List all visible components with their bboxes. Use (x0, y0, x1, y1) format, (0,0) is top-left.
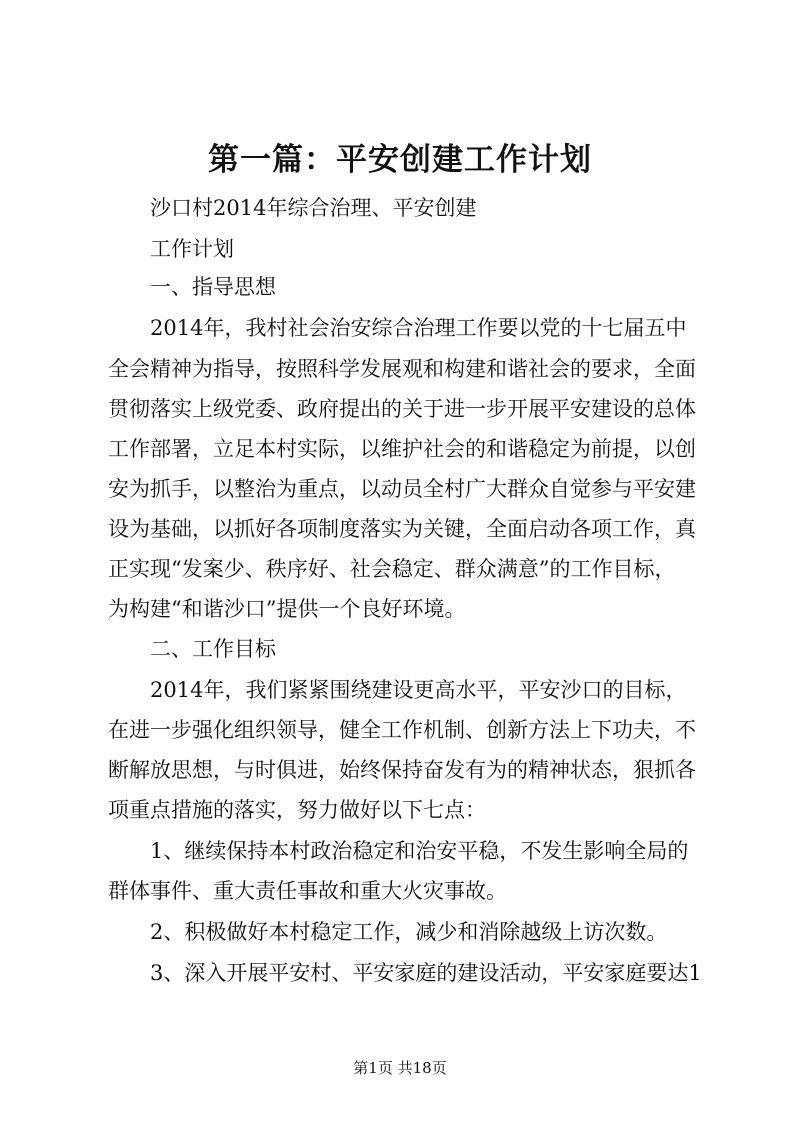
page-number-footer: 第1页 共18页 (353, 1059, 447, 1077)
paragraph-line: 设为基础，以抓好各项制度落实为关键，全面启动各项工作，真 (108, 517, 696, 541)
paragraph-line: 安为抓手，以整治为重点，以动员全村广大群众自觉参与平安建 (108, 477, 696, 501)
paragraph-line: 正实现“发案少、秩序好、社会稳定、群众满意”的工作目标， (108, 557, 676, 581)
paragraph-line: 为构建“和谐沙口”提供一个良好环境。 (108, 597, 466, 621)
list-item: 2、积极做好本村稳定工作，减少和消除越级上访次数。 (150, 920, 668, 944)
list-item-continuation: 群体事件、重大责任事故和重大火灾事故。 (108, 879, 507, 903)
paragraph-line: 2014年，我们紧紧围绕建设更高水平，平安沙口的目标， (150, 678, 687, 702)
document-title: 第一篇：平安创建工作计划 (208, 142, 592, 178)
section-heading-1: 一、指导思想 (150, 275, 276, 299)
subtitle-line: 沙口村2014年综合治理、平安创建 (150, 196, 477, 220)
paragraph-line: 贯彻落实上级党委、政府提出的关于进一步开展平安建设的总体 (108, 397, 696, 421)
paragraph-line: 断解放思想，与时俱进，始终保持奋发有为的精神状态，狠抓各 (108, 758, 696, 782)
paragraph-line: 2014年，我村社会治安综合治理工作要以党的十七届五中 (150, 316, 687, 340)
paragraph-line: 项重点措施的落实，努力做好以下七点： (108, 798, 486, 822)
paragraph-line: 全会精神为指导，按照科学发展观和构建和谐社会的要求，全面 (108, 357, 696, 381)
list-item: 3、深入开展平安村、平安家庭的建设活动，平安家庭要达1 (150, 961, 702, 985)
paragraph-line: 在进一步强化组织领导，健全工作机制、创新方法上下功夫，不 (108, 718, 696, 742)
paragraph-line: 工作部署，立足本村实际，以维护社会的和谐稳定为前提，以创 (108, 437, 696, 461)
section-heading-2: 二、工作目标 (150, 637, 276, 661)
list-item: 1、继续保持本村政治稳定和治安平稳，不发生影响全局的 (150, 839, 689, 863)
subtitle-line-2: 工作计划 (150, 237, 234, 261)
